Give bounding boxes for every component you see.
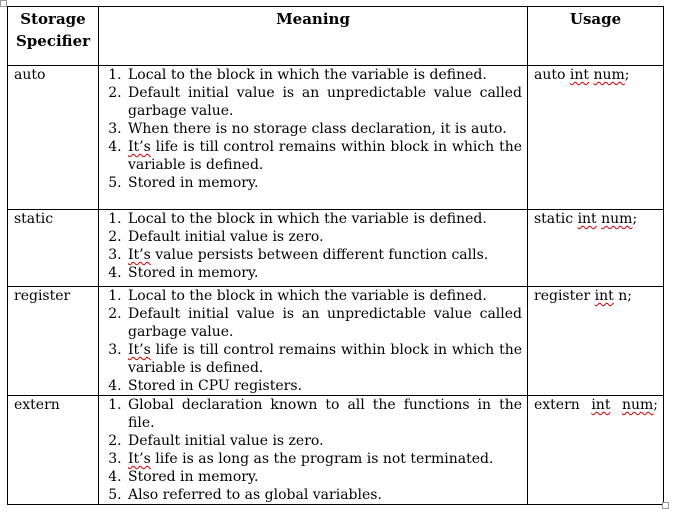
list-item: 3. When there is no storage class declaration, it is auto. bbox=[126, 120, 522, 138]
meaning-list bbox=[105, 210, 522, 282]
table-row bbox=[8, 210, 664, 287]
meaning-cell bbox=[99, 287, 528, 396]
meaning-cell bbox=[99, 66, 528, 210]
meaning-cell bbox=[99, 396, 528, 505]
header-meaning: Meaning bbox=[99, 7, 528, 66]
list-item: 1. Global declaration known to all the functions in the file. bbox=[126, 396, 522, 432]
table-row bbox=[8, 287, 664, 396]
meaning-list bbox=[105, 396, 522, 504]
list-item: 1. Local to the block in which the variable is defined. bbox=[126, 287, 522, 305]
storage-specifier-table bbox=[7, 6, 664, 505]
list-item: 4. Stored in CPU registers. bbox=[126, 377, 522, 395]
specifier-cell: auto bbox=[8, 66, 99, 210]
specifier-cell: extern bbox=[8, 396, 99, 505]
list-item: 2. Default initial value is zero. bbox=[126, 228, 522, 246]
list-item: 5. Stored in memory. bbox=[126, 174, 522, 192]
list-item: 2. Default initial value is an unpredictable value called garbage value. bbox=[126, 305, 522, 341]
list-item: 5. Also referred to as global variables. bbox=[126, 486, 522, 504]
list-item: 3. It’s life is till control remains within block in which the variable is defined. bbox=[126, 341, 522, 377]
table-move-handle[interactable] bbox=[0, 0, 7, 7]
list-item: 4. Stored in memory. bbox=[126, 468, 522, 486]
list-item: 1. Local to the block in which the variable is defined. bbox=[126, 210, 522, 228]
usage-cell: static int num; bbox=[528, 210, 664, 287]
header-row bbox=[8, 7, 664, 66]
usage-cell: register int n; bbox=[528, 287, 664, 396]
table-row bbox=[8, 396, 664, 505]
list-item: 3. It’s life is as long as the program is not terminated. bbox=[126, 450, 522, 468]
specifier-cell: register bbox=[8, 287, 99, 396]
list-item: 4. Stored in memory. bbox=[126, 264, 522, 282]
meaning-cell bbox=[99, 210, 528, 287]
list-item: 2. Default initial value is an unpredictable value called garbage value. bbox=[126, 84, 522, 120]
usage-cell: auto int num; bbox=[528, 66, 664, 210]
header-storage-specifier: Storage Specifier bbox=[8, 7, 99, 66]
table-row bbox=[8, 66, 664, 210]
list-item: 4. It’s life is till control remains within block in which the variable is defined. bbox=[126, 138, 522, 174]
meaning-list bbox=[105, 66, 522, 192]
table-resize-handle[interactable] bbox=[662, 502, 669, 509]
specifier-cell: static bbox=[8, 210, 99, 287]
meaning-list bbox=[105, 287, 522, 395]
header-usage: Usage bbox=[528, 7, 664, 66]
list-item: 2. Default initial value is zero. bbox=[126, 432, 522, 450]
list-item: 3. It’s value persists between different function calls. bbox=[126, 246, 522, 264]
usage-cell: extern int num; bbox=[528, 396, 664, 505]
list-item: 1. Local to the block in which the variable is defined. bbox=[126, 66, 522, 84]
